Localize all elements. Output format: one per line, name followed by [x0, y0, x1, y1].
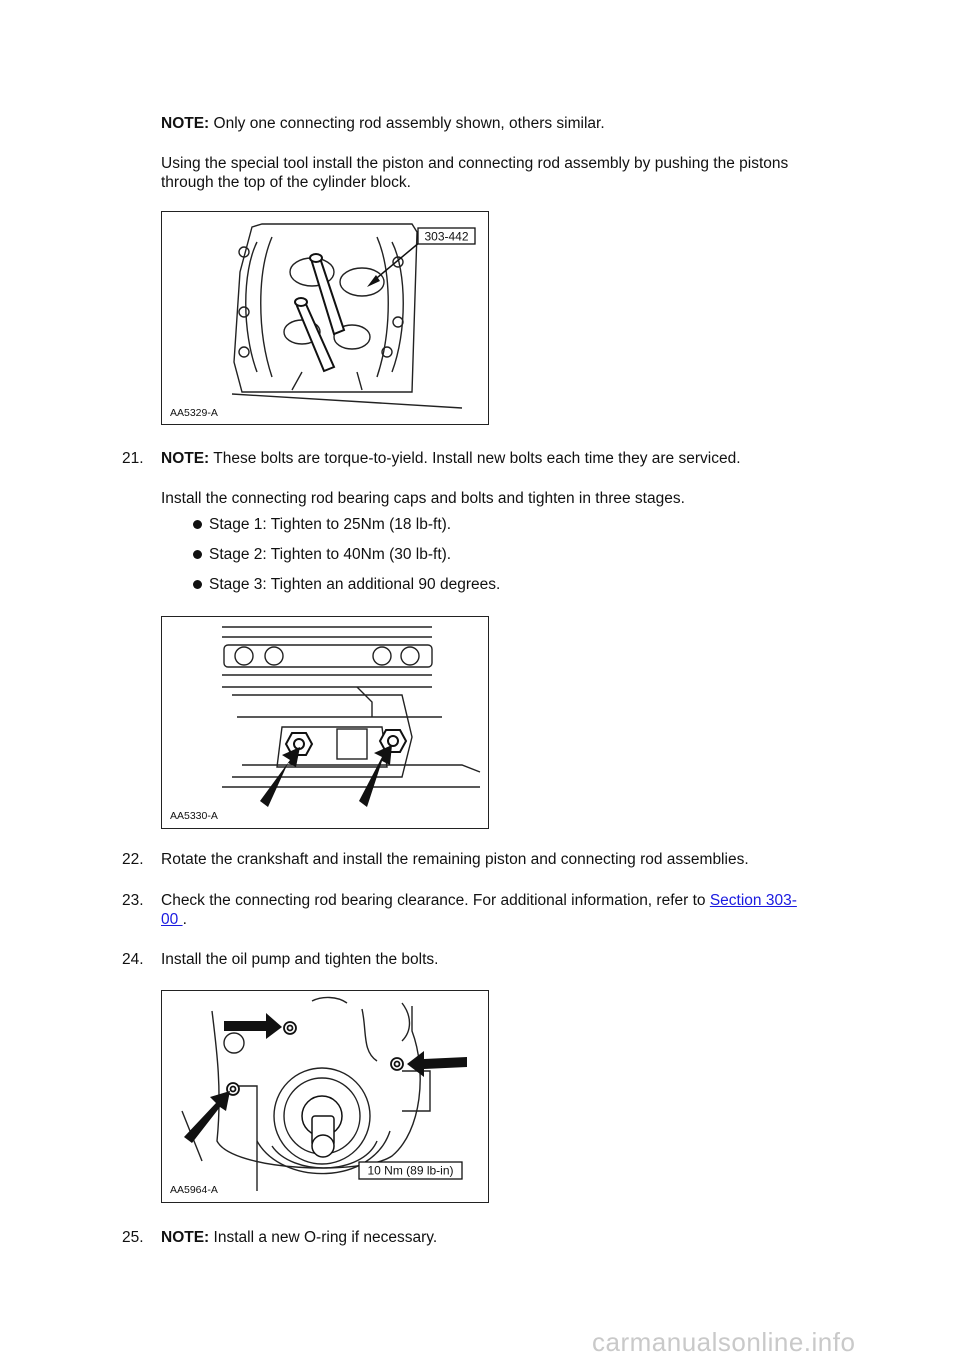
section-link[interactable]: Section 303-	[709, 892, 797, 909]
figure-bearing-caps-illustration	[162, 617, 488, 828]
figure-code: AA5329-A	[170, 407, 218, 419]
note-text: Install a new O-ring if necessary.	[209, 1229, 438, 1246]
step23-text-end: .	[182, 911, 187, 928]
note-label: NOTE:	[161, 450, 210, 467]
callout-tool-number: 303-442	[424, 229, 469, 244]
figure-code: AA5964-A	[170, 1184, 218, 1196]
step-number: 24.	[122, 951, 144, 968]
note-text: Only one connecting rod assembly shown, others similar.	[209, 115, 605, 132]
figure-piston-install-illustration	[162, 212, 488, 424]
figure-oil-pump-illustration	[162, 991, 488, 1202]
step23-text	[161, 891, 797, 910]
note-text: These bolts are torque-to-yield. Install new bolts each time they are serviced.	[209, 450, 741, 467]
figure-code: AA5330-A	[170, 810, 218, 822]
figure-piston-install	[161, 211, 489, 425]
step25-note	[161, 1228, 437, 1247]
step23-text-main: Check the connecting rod bearing clearance. For additional information, refer to	[161, 892, 710, 909]
step-number: 23.	[122, 892, 144, 909]
bullet-icon	[193, 580, 202, 589]
step-number: 21.	[122, 450, 144, 467]
step23-text-cont	[161, 910, 187, 929]
step21-instruction: Install the connecting rod bearing caps and bolts and tighten in three stages.	[161, 490, 685, 507]
step-number: 22.	[122, 851, 144, 868]
bullet-icon	[193, 520, 202, 529]
figure-bearing-caps	[161, 616, 489, 829]
intro-instruction-line2: through the top of the cylinder block.	[161, 174, 411, 191]
intro-instruction-line1: Using the special tool install the piston and connecting rod assembly by pushing the pistons	[161, 155, 789, 172]
watermark: carmanualsonline.info	[592, 1327, 856, 1357]
stage-item: Stage 3: Tighten an additional 90 degrees.	[209, 576, 501, 593]
note-label: NOTE:	[161, 1229, 210, 1246]
stage-item: Stage 1: Tighten to 25Nm (18 lb-ft).	[209, 516, 452, 533]
intro-note	[161, 114, 605, 133]
figure-oil-pump	[161, 990, 489, 1203]
step22-text: Rotate the crankshaft and install the remaining piston and connecting rod assemblies.	[161, 851, 749, 868]
stage-item: Stage 2: Tighten to 40Nm (30 lb-ft).	[209, 546, 452, 563]
step24-text: Install the oil pump and tighten the bolts.	[161, 951, 439, 968]
bullet-icon	[193, 550, 202, 559]
step-number: 25.	[122, 1229, 144, 1246]
note-label: NOTE:	[161, 115, 210, 132]
step21-note	[161, 449, 741, 468]
callout-torque: 10 Nm (89 lb-in)	[367, 1163, 454, 1178]
section-link-cont[interactable]: 00	[161, 911, 183, 928]
